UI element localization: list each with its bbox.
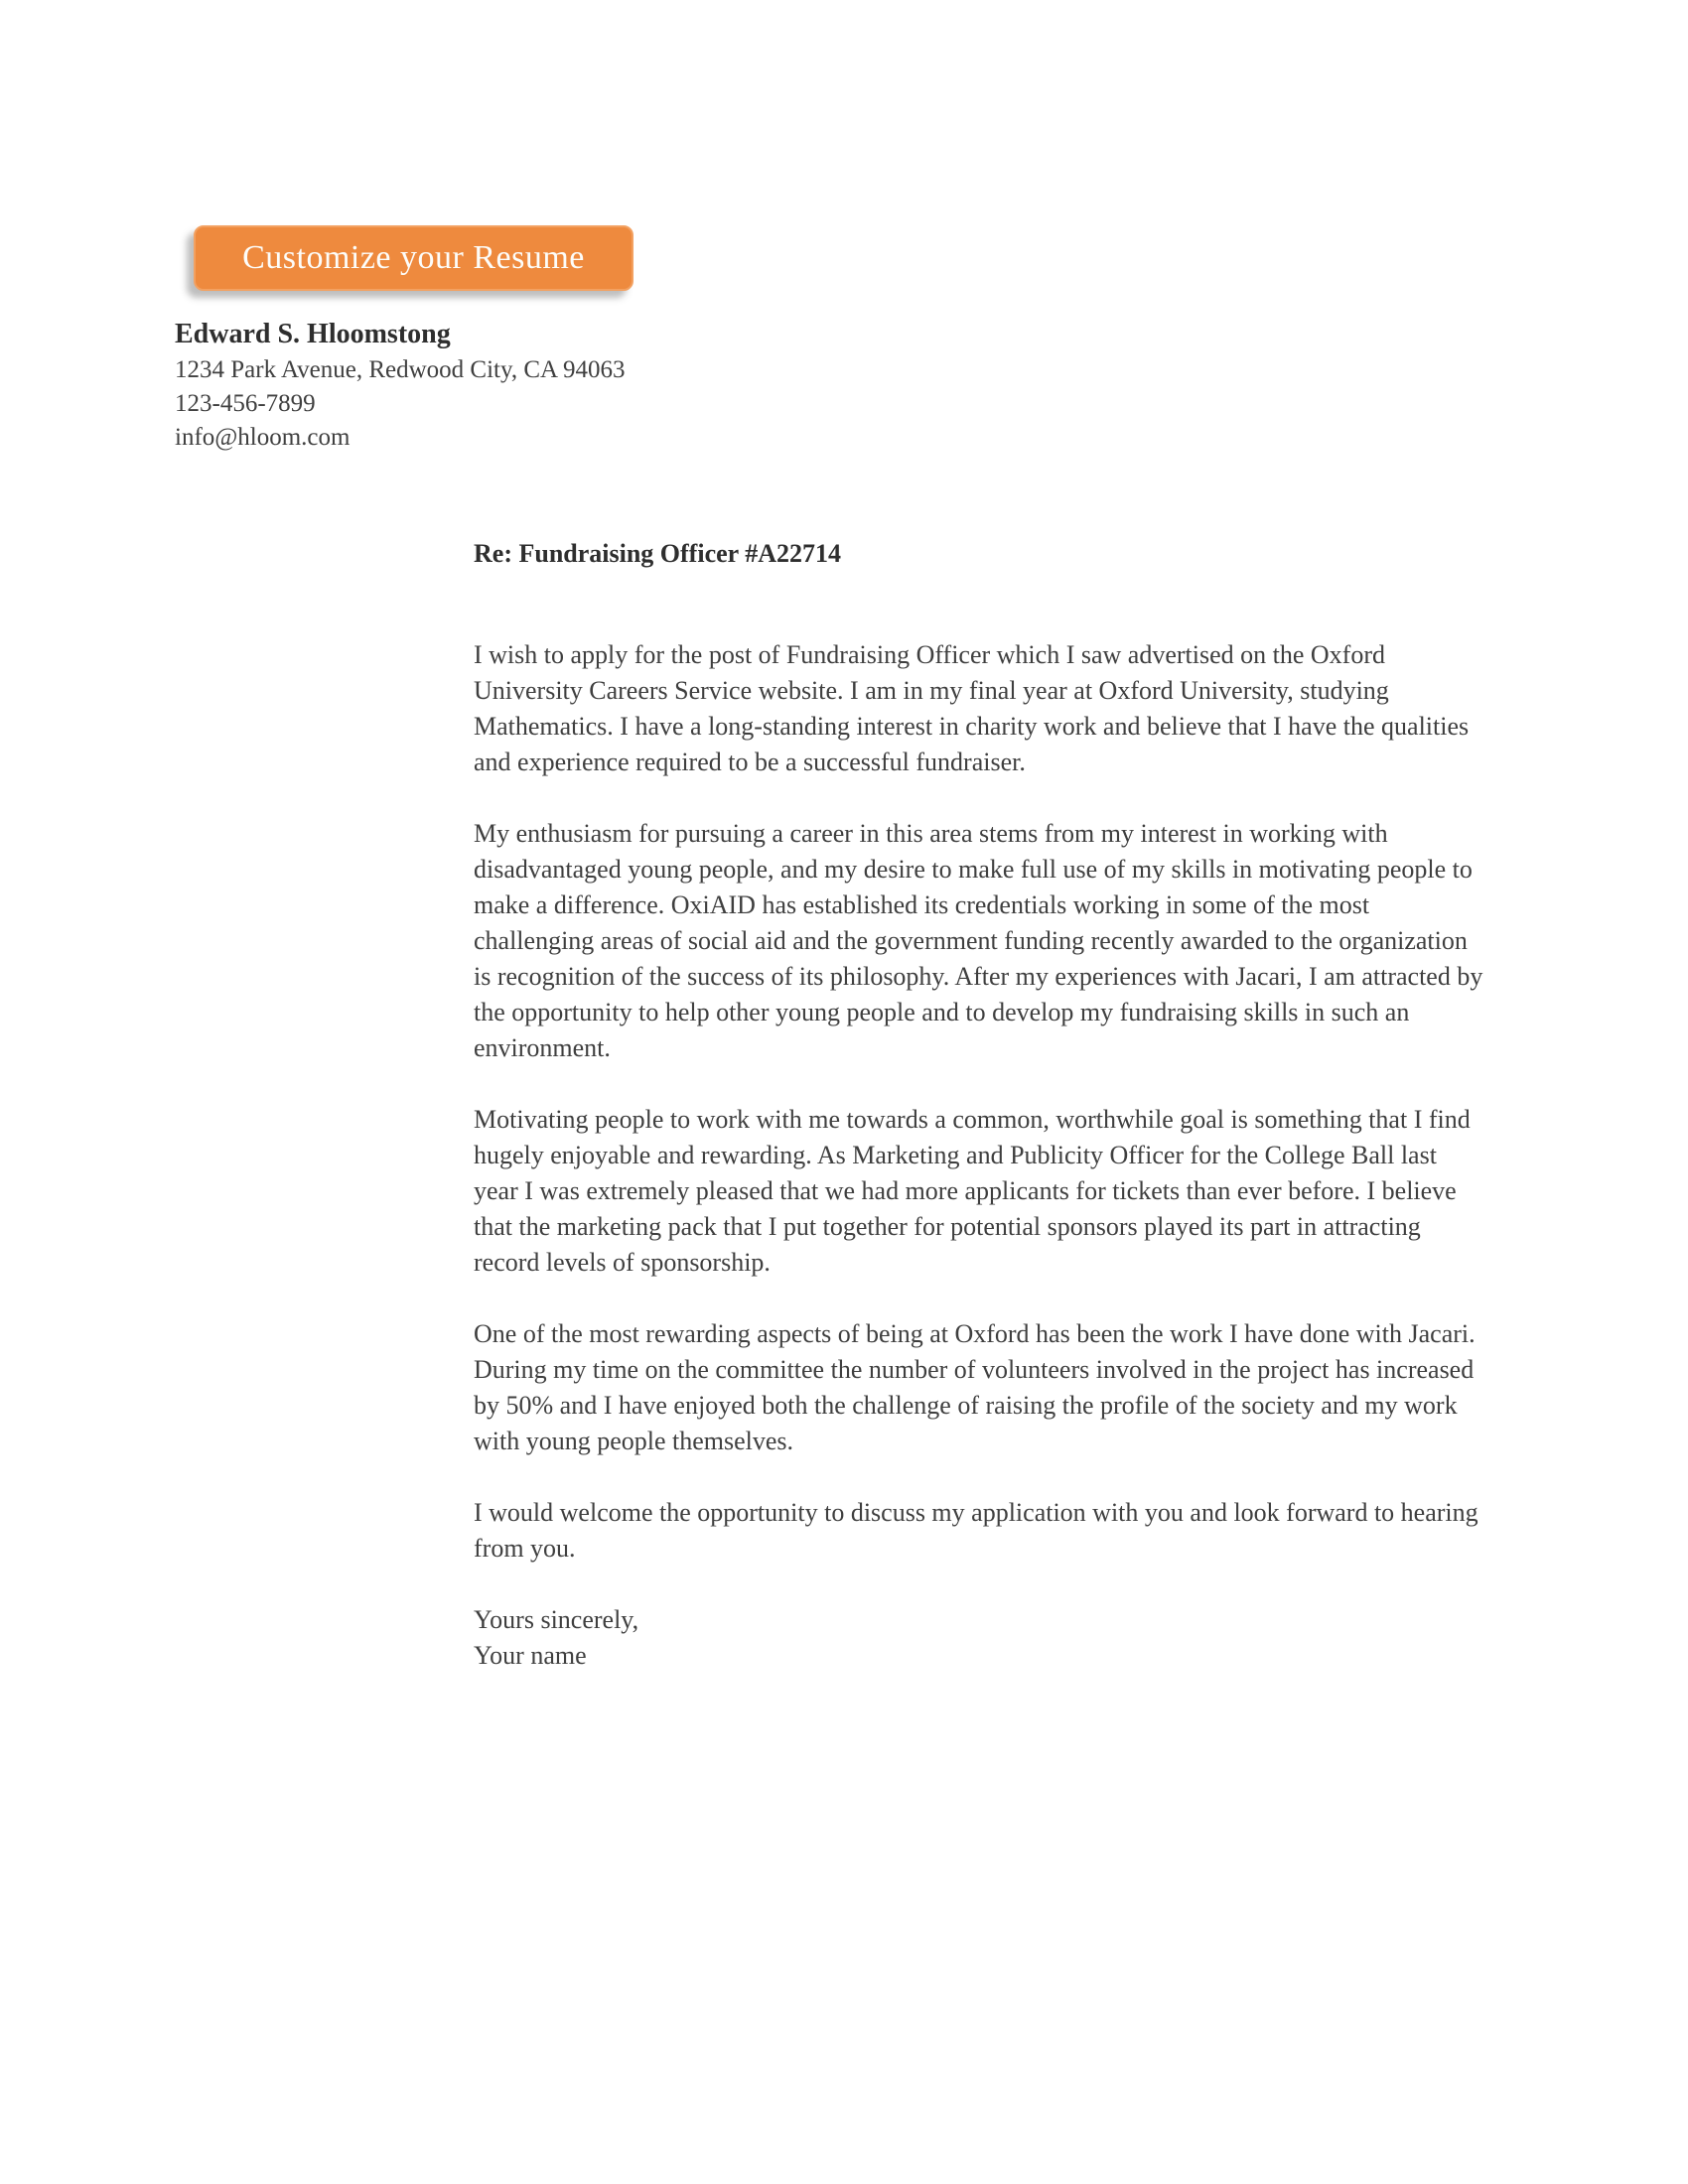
letter-paragraph-2: My enthusiasm for pursuing a career in this area stems from my interest in working with disadvantaged young people, and my desire to make full use of my skills in motivating people to make a difference. OxiAID has established its credentials working in some of the most challenging areas of social aid and the government funding recently awarded to the organization is recognition of the success of its philosophy. After my experiences with Jacari, I am attracted by the opportunity to help other young people and to develop my fundraising skills in such an environment.: [474, 819, 1483, 1062]
closing-salutation: Yours sincerely,: [474, 1605, 639, 1634]
letter-body: [474, 536, 1486, 1674]
closing-signature: Your name: [474, 1641, 587, 1670]
letter-paragraph-5: I would welcome the opportunity to discuss my application with you and look forward to hearing from you.: [474, 1498, 1478, 1563]
letter-paragraph-4: One of the most rewarding aspects of being at Oxford has been the work I have done with Jacari. During my time on the committee the number of volunteers involved in the project has increased by 50% and I have enjoyed both the challenge of raising the profile of the society and my work with young people themselves.: [474, 1319, 1476, 1455]
contact-name: Edward S. Hloomstong: [175, 319, 451, 349]
contact-email: info@hloom.com: [175, 424, 351, 451]
contact-phone: 123-456-7899: [175, 390, 316, 417]
contact-block: [175, 316, 625, 455]
letter-paragraph-3: Motivating people to work with me towards a common, worthwhile goal is something that I find hugely enjoyable and rewarding. As Marketing and Publicity Officer for the College Ball last year I was extremely pleased that we had more applicants for tickets than ever before. I believe that the marketing pack that I put together for potential sponsors played its part in attracting record levels of sponsorship.: [474, 1105, 1471, 1277]
letter-subject: Re: Fundraising Officer #A22714: [474, 539, 841, 568]
contact-address: 1234 Park Avenue, Redwood City, CA 94063: [175, 356, 626, 383]
customize-resume-button[interactable]: Customize your Resume: [194, 225, 633, 291]
letter-paragraph-1: I wish to apply for the post of Fundraising Officer which I saw advertised on the Oxford University Careers Service website. I am in my final year at Oxford University, studying Mathematics. I have a long-standing interest in charity work and believe that I have the qualities and experience required to be a successful fundraiser.: [474, 640, 1470, 776]
